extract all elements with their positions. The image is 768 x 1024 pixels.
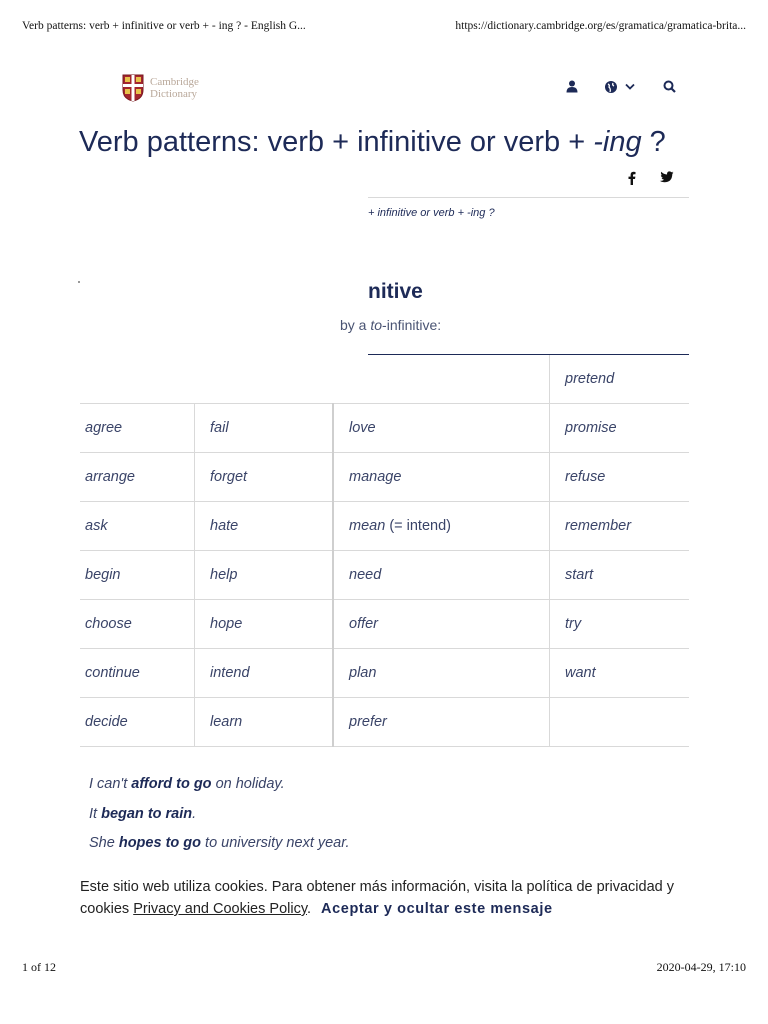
cookie-text: Este sitio web utiliza cookies. Para obtener más información, visita la política de privacidad y cookies bbox=[80, 879, 674, 917]
table-cell bbox=[333, 355, 550, 404]
table-cell: start bbox=[550, 551, 690, 600]
table-cell: decide bbox=[80, 698, 195, 747]
example-highlight: began to rain bbox=[101, 805, 193, 822]
example-text: She bbox=[89, 835, 119, 851]
table-cell: fail bbox=[195, 404, 334, 453]
page-title-end: ? bbox=[641, 126, 666, 158]
logo-line-1: Cambridge bbox=[150, 76, 199, 88]
table-cell: choose bbox=[80, 600, 195, 649]
cookie-message bbox=[80, 876, 700, 920]
table-cell: offer bbox=[333, 600, 550, 649]
table-cell: refuse bbox=[550, 453, 690, 502]
example-highlight: afford to go bbox=[131, 776, 212, 792]
table-cell: arrange bbox=[80, 453, 195, 502]
accept-cookies-button[interactable]: Aceptar y ocultar este mensaje bbox=[321, 901, 553, 917]
logo-text bbox=[150, 76, 199, 100]
chevron-down-icon[interactable] bbox=[625, 83, 635, 91]
globe-icon[interactable] bbox=[604, 80, 618, 94]
table-cell: help bbox=[195, 551, 334, 600]
table-cell: intend bbox=[195, 649, 334, 698]
table-cell: promise bbox=[550, 404, 690, 453]
share-buttons bbox=[624, 171, 694, 189]
table-cell: manage bbox=[333, 453, 550, 502]
print-footer bbox=[22, 960, 746, 976]
table-row bbox=[80, 404, 689, 453]
header-nav-icons bbox=[562, 80, 682, 98]
print-page-number: 1 of 12 bbox=[22, 960, 56, 974]
table-cell: forget bbox=[195, 453, 334, 502]
table-cell: want bbox=[550, 649, 690, 698]
table-cell bbox=[195, 355, 334, 404]
table-row bbox=[80, 551, 689, 600]
table-cell bbox=[80, 355, 195, 404]
example-sentence bbox=[89, 800, 350, 830]
table-row bbox=[80, 698, 689, 747]
table-row bbox=[80, 355, 689, 404]
table-row bbox=[80, 600, 689, 649]
page-title-main: Verb patterns: verb + infinitive or verb + bbox=[79, 126, 594, 158]
user-icon[interactable] bbox=[566, 80, 578, 93]
example-highlight: hopes to go bbox=[118, 835, 202, 851]
section-lead bbox=[340, 317, 441, 333]
page-title-ing: -ing bbox=[593, 126, 642, 158]
example-sentence bbox=[89, 770, 350, 800]
logo-line-2: Dictionary bbox=[150, 88, 198, 100]
table-cell: agree bbox=[80, 404, 195, 453]
example-text: to university next year. bbox=[201, 835, 350, 851]
example-text: on holiday. bbox=[211, 776, 285, 792]
table-row bbox=[80, 649, 689, 698]
section-heading: nitive bbox=[368, 280, 423, 303]
facebook-icon[interactable] bbox=[628, 171, 636, 185]
table-cell: hate bbox=[195, 502, 334, 551]
table-cell: begin bbox=[80, 551, 195, 600]
table-cell: hope bbox=[195, 600, 334, 649]
privacy-policy-link[interactable]: Privacy and Cookies Policy bbox=[133, 901, 308, 917]
cambridge-shield-icon bbox=[122, 74, 144, 102]
example-text: . bbox=[192, 805, 197, 822]
table-row bbox=[80, 453, 689, 502]
example-text: It bbox=[89, 805, 102, 822]
table-cell: need bbox=[333, 551, 550, 600]
twitter-icon[interactable] bbox=[659, 171, 674, 184]
section-lead-pre: by a bbox=[340, 317, 371, 333]
table-cell: pretend bbox=[550, 355, 690, 404]
table-cell: plan bbox=[333, 649, 550, 698]
stray-mark bbox=[78, 281, 80, 283]
cookie-banner bbox=[0, 862, 768, 932]
table-cell: try bbox=[550, 600, 690, 649]
page-title bbox=[79, 126, 666, 159]
print-page-url: https://dictionary.cambridge.org/es/gramatica/gramatica-brita... bbox=[455, 20, 746, 32]
share-divider bbox=[368, 197, 689, 198]
table-cell: love bbox=[333, 404, 550, 453]
print-datetime: 2020-04-29, 17:10 bbox=[656, 960, 746, 974]
table-cell: remember bbox=[550, 502, 690, 551]
table-cell: continue bbox=[80, 649, 195, 698]
table-cell: mean (= intend) bbox=[333, 502, 550, 551]
example-text: I can't bbox=[89, 776, 132, 792]
print-header bbox=[22, 20, 746, 36]
table-row bbox=[80, 502, 689, 551]
cookie-text-end: . bbox=[307, 901, 312, 917]
breadcrumb[interactable]: + infinitive or verb + -ing ? bbox=[368, 207, 495, 219]
table-cell: prefer bbox=[333, 698, 550, 747]
section-lead-to: to bbox=[370, 317, 383, 333]
table-cell: learn bbox=[195, 698, 334, 747]
print-page-title: Verb patterns: verb + infinitive or verb + - ing ? - English G... bbox=[22, 20, 306, 32]
verb-table bbox=[80, 355, 689, 747]
section-lead-post: -infinitive: bbox=[382, 317, 442, 333]
search-icon[interactable] bbox=[663, 80, 676, 93]
table-cell: ask bbox=[80, 502, 195, 551]
table-cell bbox=[550, 698, 690, 747]
cambridge-dictionary-logo[interactable] bbox=[122, 74, 199, 102]
